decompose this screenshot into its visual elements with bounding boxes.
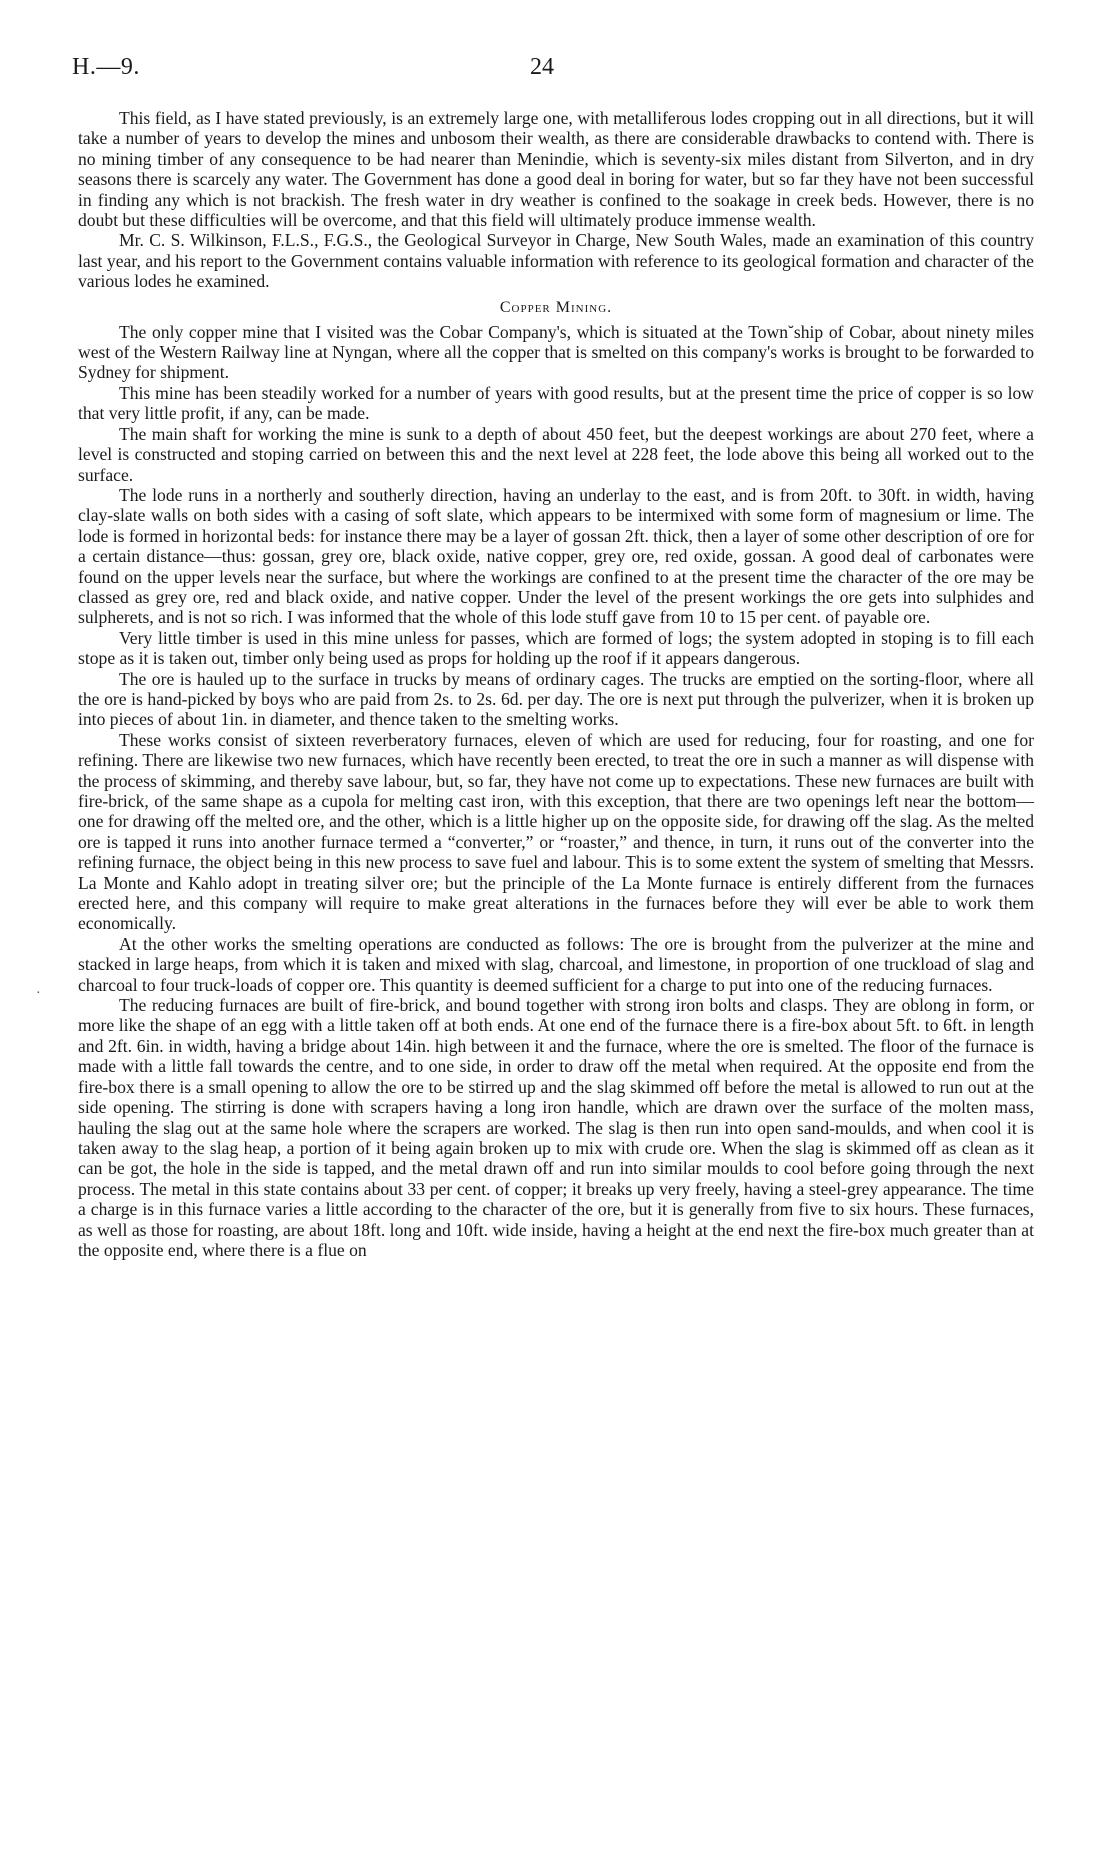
page-number: 24 — [530, 54, 554, 80]
document-reference: H.—9. — [72, 54, 140, 80]
section-heading: Copper Mining. — [499, 298, 613, 316]
paragraph: This field, as I have stated previously, is an extremely large one, with metalliferous lodes cropping out in all directions, but it will take a number of years to develop the mines and unbosom their wealth, as there are considerable drawbacks to contend with. There is no mining timber of any consequence to be had nearer than Menindie, which is seventy-six miles distant from Silverton, and in dry seasons there is scarcely any water. The Government has done a good deal in boring for water, but so far they have not been successful in finding any which is not brackish. The fresh water in dry weather is confined to the soakage in creek beds. However, there is no doubt but these difficulties will be overcome, and that this field will ultimately produce immense wealth. — [78, 108, 1034, 231]
paragraph: The only copper mine that I visited was the Cobar Company's, which is situated at the Town˘ship of Cobar, about ninety miles west of the Western Railway line at Nyngan, where all the copper that is smelted on this company's works is brought to be forwarded to Sydney for shipment. — [78, 321, 1034, 383]
paragraph: The ore is hauled up to the surface in trucks by means of ordinary cages. The trucks are emptied on the sorting-floor, where all the ore is hand-picked by boys who are paid from 2s. to 2s. 6d. per day. The ore is next put through the pulverizer, when it is broken up into pieces of about 1in. in diameter, and thence taken to the smelting works. — [78, 668, 1034, 730]
body-text — [78, 108, 1034, 1260]
paragraph: The lode runs in a northerly and southerly direction, having an underlay to the east, and is from 20ft. to 30ft. in width, having clay-slate walls on both sides with a casing of soft slate, which appears to be intermixed with some form of magnesium or lime. The lode is formed in horizontal beds: for instance there may be a layer of gossan 2ft. thick, then a layer of some other description of ore for a certain distance—thus: gossan, grey ore, black oxide, native copper, grey ore, red oxide, gossan. A good deal of carbonates were found on the upper levels near the surface, but where the workings are confined to at the present time the character of the ore may be classed as grey ore, red and black oxide, and native copper. Under the level of the present workings the ore gets into sulphides and sulpherets, and is not so rich. I was informed that the whole of this lode stuff gave from 10 to 15 per cent. of payable ore. — [78, 484, 1034, 628]
paragraph: This mine has been steadily worked for a number of years with good results, but at the present time the price of copper is so low that very little profit, if any, can be made. — [78, 382, 1034, 424]
paragraph: The reducing furnaces are built of fire-brick, and bound together with strong iron bolts and clasps. They are oblong in form, or more like the shape of an egg with a little taken off at both ends. At one end of the furnace there is a fire-box about 5ft. to 6ft. in length and 2ft. 6in. in width, having a bridge about 14in. high between it and the furnace, where the ore is smelted. The floor of the furnace is made with a little fall towards the centre, and to one side, in order to draw off the metal when required. At the opposite end from the fire-box there is a small opening to allow the ore to be stirred up and the slag skimmed off before the metal is allowed to run out at the side opening. The stirring is done with scrapers having a long iron handle, which are drawn over the surface of the molten mass, hauling the slag out at the same hole where the scrapers are worked. The slag is then run into open sand-moulds, and when cool it is taken away to the slag heap, a portion of it being again broken up to mix with crude ore. When the slag is skimmed off as clean as it can be got, the hole in the side is tapped, and the metal drawn off and run into similar moulds to cool before going through the next process. The metal in this state contains about 33 per cent. of copper; it breaks up very freely, having a steel-grey appearance. The time a charge is in this furnace varies a little according to the character of the ore, but it is generally from five to six hours. These furnaces, as well as those for roasting, are about 18ft. long and 10ft. wide inside, having a height at the end next the fire-box much greater than at the opposite end, where there is a flue on — [78, 995, 1034, 1260]
paragraph: The main shaft for working the mine is sunk to a depth of about 450 feet, but the deepest workings are about 270 feet, where a level is constructed and stoping carried on between this and the next level at 228 feet, the lode above this being all worked out to the surface. — [78, 423, 1034, 485]
margin-mark: · — [36, 986, 41, 1001]
paragraph: At the other works the smelting operations are conducted as follows: The ore is brought from the pulverizer at the mine and stacked in large heaps, from which it is taken and mixed with slag, charcoal, and limestone, in proportion of one truckload of slag and charcoal to four truck-loads of copper ore. This quantity is deemed sufficient for a charge to put into one of the reducing furnaces. — [78, 933, 1034, 995]
paragraph: Very little timber is used in this mine unless for passes, which are formed of logs; the system adopted in stoping is to fill each stope as it is taken out, timber only being used as props for holding up the roof if it appears dangerous. — [78, 627, 1034, 669]
paragraph: These works consist of sixteen reverberatory furnaces, eleven of which are used for reducing, four for roasting, and one for refining. There are likewise two new furnaces, which have recently been erected, to treat the ore in such a manner as will dispense with the process of skimming, and thereby save labour, but, so far, they have not come up to expectations. These new furnaces are built with fire-brick, of the same shape as a cupola for melting cast iron, with this exception, that there are two openings left near the bottom—one for drawing off the melted ore, and the other, which is a little higher up on the opposite side, for drawing off the slag. As the melted ore is tapped it runs into another furnace termed a “converter,” or “roaster,” and thence, in turn, it runs out of the converter into the refining furnace, the object being in this new process to save fuel and labour. This is to some extent the system of smelting that Messrs. La Monte and Kahlo adopt in treating silver ore; but the principle of the La Monte furnace is entirely different from the furnaces erected here, and this company will require to make great alterations in the furnaces before they will ever be able to work them economically. — [78, 729, 1034, 934]
paragraph: Mr. C. S. Wilkinson, F.L.S., F.G.S., the Geological Surveyor in Charge, New South Wales, made an examination of this country last year, and his report to the Government contains valuable information with reference to its geological formation and character of the various lodes he examined. — [78, 230, 1034, 292]
